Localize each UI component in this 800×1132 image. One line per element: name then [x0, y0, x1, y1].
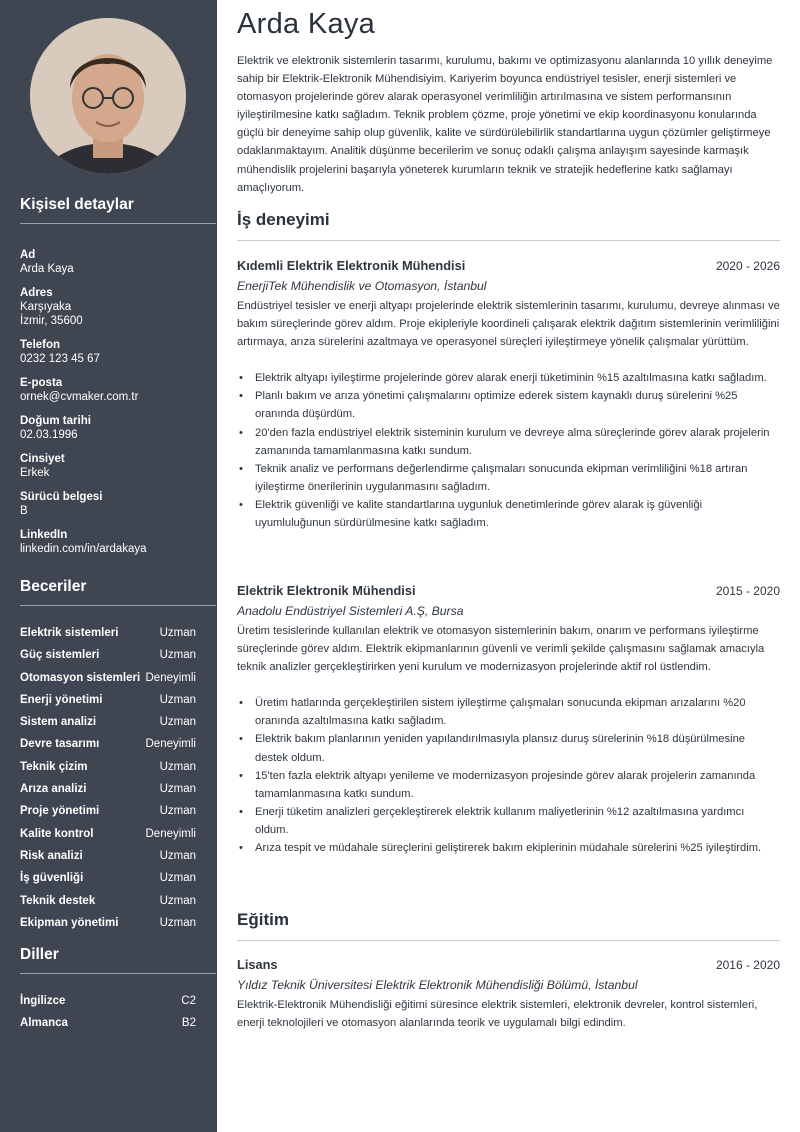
skill-row — [20, 778, 216, 800]
skill-row — [20, 711, 216, 733]
list-item: • Elektrik güvenliği ve kalite standartlarına uygunluk denetimlerinde görev alarak iş güvenliği uyumluluğunun sürdürülmesine katkı sağladım. — [237, 496, 780, 532]
skill-row — [20, 823, 216, 845]
skill-name: Enerji yönetimi — [20, 693, 103, 706]
language-level: C2 — [181, 995, 196, 1007]
skill-row — [20, 689, 216, 711]
skill-level: Deneyimli — [145, 671, 196, 684]
detail-value: B — [20, 505, 28, 517]
list-item: • Elektrik altyapı iyileştirme projelerinde görev alarak enerji tüketiminin %15 azaltılmasına katkı sağladım. — [237, 369, 780, 387]
detail-birthdate — [20, 414, 216, 442]
detail-email — [20, 376, 216, 404]
language-row — [20, 990, 216, 1012]
avatar-portrait-icon — [30, 18, 186, 174]
skills-section — [20, 578, 216, 934]
education-description: Elektrik-Elektronik Mühendisliği eğitimi süresince elektrik sistemleri, elektronik devreler, kontrol sistemleri, enerji teknolojileri ve otomasyon alanlarında teorik ve uygulamalı bilgi edindim. — [237, 999, 758, 1030]
skill-name: Arıza analizi — [20, 783, 87, 796]
personal-details-heading: Kişisel detaylar — [20, 196, 216, 224]
detail-value: Karşıyaka İzmir, 35600 — [20, 301, 83, 327]
skill-level: Uzman — [159, 849, 196, 862]
skill-row — [20, 912, 216, 934]
detail-label: Doğum tarihi — [20, 415, 91, 427]
job-date: 2015 - 2020 — [715, 584, 780, 598]
detail-value: 0232 123 45 67 — [20, 353, 100, 365]
language-name: İngilizce — [20, 995, 66, 1007]
education-entry — [237, 957, 780, 1032]
detail-linkedin — [20, 528, 216, 556]
job-description: Üretim tesislerinde kullanılan elektrik ve otomasyon sistemlerinin bakım, onarım ve performans iyileştirme süreçlerinde görev aldım. Elektrik ekipmanlarının güvenli ve verimli şekilde çalışmasını sağlamak amacıyla teknik analizler gerçekleştirirken yeni kurulum ve modernizasyon projelerinde aktif rol üstlendim. — [237, 625, 765, 674]
detail-value: Arda Kaya — [20, 263, 74, 275]
language-name: Almanca — [20, 1017, 68, 1030]
skill-level: Uzman — [159, 894, 196, 907]
detail-value: linkedin.com/in/ardakaya — [20, 543, 147, 555]
skill-name: Proje yönetimi — [20, 805, 100, 818]
skill-level: Uzman — [159, 805, 196, 818]
skill-name: Sistem analizi — [20, 716, 97, 729]
detail-label: LinkedIn — [20, 529, 68, 541]
skill-name: Ekipman yönetimi — [20, 916, 119, 929]
detail-label: Sürücü belgesi — [20, 491, 103, 503]
detail-label: Cinsiyet — [20, 453, 65, 465]
personal-details-section — [20, 196, 216, 566]
detail-value: ornek@cvmaker.com.tr — [20, 391, 139, 403]
job-company: Anadolu Endüstriyel Sistemleri A.Ş, Bursa — [237, 604, 464, 618]
job-description: Endüstriyel tesisler ve enerji altyapı projelerinde elektrik sistemlerinin tasarımı, kurulumu, devreye alınması ve bakım süreçlerinde görev aldım. Proje ekipleriyle koordineli çalışarak elektrik dağıtım sistemlerinin verimliliğini artırmaya, arıza sürelerini azaltmaya ve operasyonel süreçleri iyileştirmeye yönelik çalışmalar yürüttüm. — [237, 300, 780, 349]
skill-level: Deneyimli — [145, 827, 196, 840]
skill-row — [20, 845, 216, 867]
job-achievements — [237, 694, 780, 857]
detail-address — [20, 286, 216, 328]
language-level: B2 — [181, 1017, 196, 1030]
skill-row — [20, 644, 216, 666]
skill-level: Uzman — [159, 693, 196, 706]
skill-level: Uzman — [159, 783, 196, 796]
skill-level: Deneyimli — [145, 738, 196, 751]
detail-label: Adres — [20, 287, 53, 299]
skill-name: Devre tasarımı — [20, 738, 100, 751]
detail-name — [20, 248, 216, 276]
skill-level: Uzman — [159, 916, 196, 929]
skill-row — [20, 867, 216, 889]
job-title: Elektrik Elektronik Mühendisi — [237, 583, 416, 598]
list-item: • Enerji tüketim analizleri gerçekleştirerek elektrik kullanım maliyetlerinin %12 azaltılmasına yardımcı oldum. — [237, 803, 780, 839]
skill-name: Elektrik sistemleri — [20, 627, 119, 639]
list-item: • Üretim hatlarında gerçekleştirilen sistem iyileştirme çalışmaları sonucunda ekipman arızalarını %20 oranında azaltılmasına katkı sağladım. — [237, 694, 780, 730]
skills-heading: Beceriler — [20, 578, 216, 606]
job-date: 2020 - 2026 — [715, 259, 780, 273]
list-item: • Teknik analiz ve performans değerlendirme çalışmaları sonucunda ekipman verimliliğini %18 artıran iyileştirme önerilerinin uygulanmasını sağladım. — [237, 460, 780, 496]
skill-name: Kalite kontrol — [20, 827, 94, 840]
detail-label: E-posta — [20, 377, 63, 389]
detail-value: 02.03.1996 — [20, 429, 78, 441]
skill-row — [20, 667, 216, 689]
skill-name: Otomasyon sistemleri — [20, 671, 141, 684]
detail-gender — [20, 452, 216, 480]
list-item: • Planlı bakım ve arıza yönetimi çalışmalarını optimize ederek sistem kaynaklı duruş sürelerini %25 oranında düşürdüm. — [237, 387, 780, 423]
skill-row — [20, 890, 216, 912]
experience-heading: İş deneyimi — [237, 210, 780, 241]
skill-row — [20, 756, 216, 778]
candidate-name: Arda Kaya — [237, 8, 376, 40]
skill-level: Uzman — [159, 627, 196, 639]
skill-level: Uzman — [159, 760, 196, 773]
list-item: • Arıza tespit ve müdahale süreçlerini geliştirerek bakım ekiplerinin müdahale sürelerini %25 iyileştirdim. — [237, 839, 780, 857]
job-achievements — [237, 369, 780, 532]
list-item: • Elektrik bakım planlarının yeniden yapılandırılmasıyla plansız duruş sürelerinin %18 düşürülmesine destek oldum. — [237, 730, 780, 766]
profile-summary: Elektrik ve elektronik sistemlerin tasarımı, kurulumu, bakımı ve optimizasyonu alanlarında 10 yıllık deneyime sahip bir Elektrik-Elektronik Mühendisiyim. Kariyerim boyunca endüstriyel tesisler, enerji sistemleri ve otomasyon projelerinde görev alarak operasyonel verimliliğin artırılmasına ve sistem performansının iyileştirilmesine katkı sağladım. Teknik problem çözme, proje yönetimi ve ekip koordinasyonu konularında güçlü bir deneyime sahip olup güvenlik, kalite ve sürdürülebilirlik standartlarına uygun çözümler geliştirmeye odaklanmaktayım. Analitik düşünme becerilerim ve sonuç odaklı çalışma anlayışım sayesinde karmaşık mühendislik projelerini başarıyla yöneterek kurumların teknik ve stratejik hedeflerine katkı sağlamayı amaçlıyorum. — [237, 55, 773, 194]
languages-section — [20, 946, 216, 1035]
skill-row — [20, 800, 216, 822]
list-item: • 15'ten fazla elektrik altyapı yenileme ve modernizasyon projesinde görev alarak projelerin zamanında tamamlanmasına katkı sundum. — [237, 767, 780, 803]
detail-value: Erkek — [20, 467, 50, 479]
detail-label: Telefon — [20, 339, 61, 351]
sidebar — [0, 0, 217, 1132]
job-company: EnerjiTek Mühendislik ve Otomasyon, İstanbul — [237, 279, 487, 293]
skill-row — [20, 733, 216, 755]
detail-driving-license — [20, 490, 216, 518]
skill-level: Uzman — [159, 872, 196, 885]
skill-row — [20, 622, 216, 644]
job-entry — [237, 258, 780, 532]
languages-heading: Diller — [20, 946, 216, 974]
skill-name: Teknik çizim — [20, 760, 88, 773]
job-title: Kıdemli Elektrik Elektronik Mühendisi — [237, 258, 466, 273]
skill-level: Uzman — [159, 649, 196, 662]
skill-level: Uzman — [159, 716, 196, 729]
skill-name: Güç sistemleri — [20, 649, 100, 662]
job-entry — [237, 583, 780, 857]
language-row — [20, 1012, 216, 1034]
detail-label: Ad — [20, 249, 36, 261]
detail-phone — [20, 338, 216, 366]
skill-name: Teknik destek — [20, 894, 96, 907]
education-date: 2016 - 2020 — [715, 958, 780, 972]
list-item: • 20'den fazla endüstriyel elektrik sisteminin kurulum ve devreye alma süreçlerinde görev alarak projelerin zamanında tamamlanmasına katkı sundum. — [237, 424, 780, 460]
profile-photo — [30, 18, 186, 174]
skill-name: Risk analizi — [20, 849, 83, 862]
degree-title: Lisans — [237, 957, 278, 972]
education-heading: Eğitim — [237, 910, 780, 941]
skill-name: İş güvenliği — [20, 872, 84, 885]
education-school: Yıldız Teknik Üniversitesi Elektrik Elektronik Mühendisliği Bölümü, İstanbul — [237, 978, 638, 992]
